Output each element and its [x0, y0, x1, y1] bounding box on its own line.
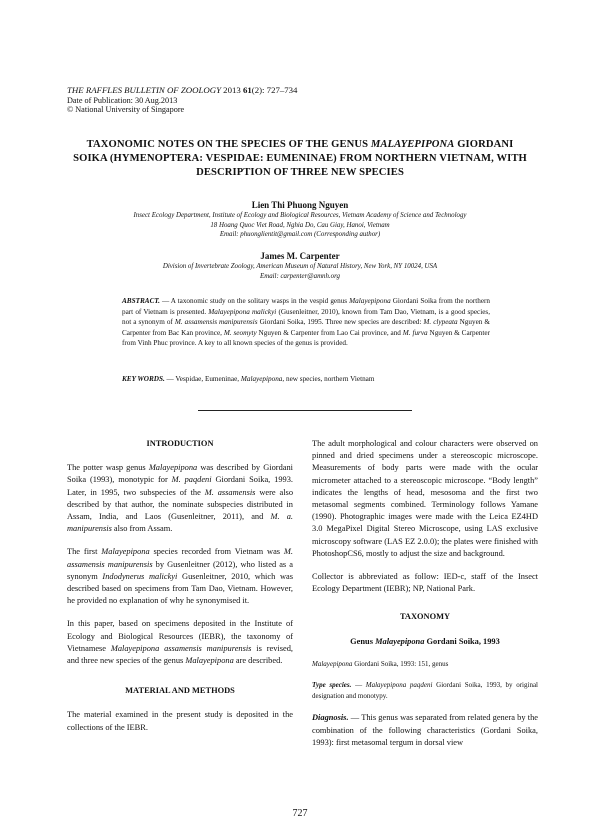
journal-year: 2013: [220, 85, 243, 95]
abstract-taxon: Malayepipona malickyi: [208, 307, 277, 316]
body-text: was described by Giordani Soika (1993), monotypic for: [67, 463, 293, 485]
article-title: [70, 138, 530, 180]
abstract-text: Giordani Soika, 1995. Three new species are described:: [257, 318, 424, 327]
body-text: were also described by that author, the nominate subspecies distributed in Assam, India, and Laos (Gusenleitner, 2011), and: [67, 487, 294, 522]
author-name: Lien Thi Phuong Nguyen: [251, 200, 349, 210]
right-column: [312, 438, 538, 760]
keywords-label: KEY WORDS.: [122, 375, 165, 383]
type-species-text: —: [351, 681, 366, 690]
abstract-taxon: M. furva: [402, 328, 428, 337]
left-column: [67, 438, 293, 745]
copyright-line: © National University of Singapore: [67, 105, 185, 115]
body-taxon: Indodynerus malickyi: [102, 571, 178, 581]
author-block-1: [70, 200, 530, 240]
intro-paragraph-1: [67, 462, 293, 535]
body-text: species recorded from Vietnam was: [149, 547, 284, 557]
type-species-text: Giordani Soika, 1993, by original designation and monotypy.: [312, 681, 538, 700]
keywords-taxon: Malayepipona: [240, 375, 283, 383]
body-taxon: Malayepipona: [101, 547, 150, 557]
abstract-text: — A taxonomic study on the solitary wasps in the vespid genus: [159, 297, 350, 305]
diagnosis: [312, 712, 538, 749]
methods-heading: MATERIAL AND METHODS: [125, 686, 235, 696]
abstract-text: Giordani Soika from the northern part of Vietnam is presented.: [122, 297, 491, 316]
body-taxon: Malayepipona: [185, 656, 234, 666]
genus-heading-text: Genus: [350, 636, 376, 646]
body-text: Giordani Soika, 1993. Later, in 1995, two subspecies of the: [67, 475, 293, 497]
abstract-taxon: Malayepipona: [349, 297, 391, 305]
journal-issue-pages: (2): 727–734: [251, 85, 298, 95]
genus-reference: [312, 659, 538, 670]
genus-heading-taxon: Malayepipona: [375, 636, 425, 646]
abstract-text: (Gusenleitner, 2010), known from Tam Dao, Vietnam, is a good species, not a synonym of: [122, 307, 490, 327]
body-text: by Gusenleitner (2012), who listed as a synonym: [67, 559, 293, 581]
journal-citation: [67, 86, 537, 96]
methods-paragraph-1: The material examined in the present study is deposited in the collections of the IEBR.: [67, 710, 293, 732]
abstract-text: Nguyen & Carpenter from Lao Cai province, and: [256, 328, 403, 337]
type-species-label: Type species.: [312, 681, 352, 690]
body-taxon: M. paqdeni: [171, 475, 212, 485]
diagnosis-label: Diagnosis.: [312, 713, 349, 723]
introduction-heading: INTRODUCTION: [146, 439, 214, 448]
page-number: 727: [292, 808, 308, 819]
type-species-taxon: Malayepipona paqdeni: [365, 681, 433, 690]
abstract-taxon: M. seomyty: [223, 328, 257, 337]
section-divider: [198, 410, 412, 411]
type-species: [312, 680, 538, 701]
body-text: In this paper, based on specimens deposited in the Institute of Ecology and Biological Resources (IEBR), the taxonomy of Vietnamese: [67, 619, 293, 653]
author-affiliation: Division of Invertebrate Zoology, American Museum of Natural History, New York, NY 10024, USA: [162, 263, 438, 270]
body-taxon: M. assamensis manipurensis: [67, 547, 293, 569]
body-text: The first: [67, 547, 102, 557]
keywords: [122, 374, 490, 384]
journal-name: THE RAFFLES BULLETIN OF ZOOLOGY: [67, 85, 221, 95]
abstract-text: Nguyen & Carpenter from Bac Kan province,: [122, 318, 490, 337]
author-email[interactable]: Email: phuonglientit@gmail.com (Corresponding author): [219, 231, 381, 239]
author-affiliation: Insect Ecology Department, Institute of Ecology and Biological Resources, Vietnam Academy of Science and Technology: [133, 212, 467, 219]
methods-paragraph-3: Collector is abbreviated as follow: IED-c, staff of the Insect Ecology Department (IEBR); NP, National Park.: [312, 572, 538, 594]
abstract-taxon: M. clypeata: [423, 318, 458, 327]
body-text: is revised, and three new species of the genus: [67, 643, 293, 666]
taxonomy-heading: TAXONOMY: [399, 612, 451, 622]
title-genus: MALAYEPIPONA: [370, 139, 455, 150]
publication-date: Date of Publication: 30 Aug.2013: [67, 95, 178, 105]
keywords-text: — Vespidae, Eumeninae,: [164, 375, 241, 383]
abstract-taxon: M. assamensis manipurensis: [174, 318, 258, 327]
body-taxon: Malayepipona: [148, 463, 198, 473]
author-name: James M. Carpenter: [260, 251, 340, 261]
author-address: 18 Hoang Quoc Viet Road, Nghia Do, Cau Giay, Hanoi, Vietnam: [210, 221, 390, 229]
genus-heading: [312, 636, 538, 648]
title-part: TAXONOMIC NOTES ON THE SPECIES OF THE GENUS: [86, 139, 371, 150]
body-taxon: Malayepipona assamensis manipurensis: [110, 643, 252, 653]
genus-reference-taxon: Malayepipona: [312, 659, 353, 668]
abstract-text: Nguyen & Carpenter from Vinh Phuc province. A key to all known species of the genus is provided.: [122, 328, 490, 348]
title-part: GIORDANI SOIKA (HYMENOPTERA: VESPIDAE: EUMENINAE) FROM NORTHERN VIETNAM, WITH DESCRIPTION OF THREE NEW SPECIES: [73, 139, 527, 178]
body-text: also from Assam.: [111, 524, 173, 534]
journal-volume: 61: [242, 85, 252, 95]
body-text: are described.: [233, 656, 283, 666]
author-block-2: [70, 251, 530, 281]
abstract: [122, 296, 490, 349]
keywords-text: , new species, northern Vietnam: [282, 375, 375, 383]
methods-paragraph-2: The adult morphological and colour characters were observed on pinned and dried specimens under a stereoscopic microscope. Measurements of body parts were made with the ocular micrometer attached to a stereoscopic microscope. “Body length” indicates the lengths of head, mesosoma and the first two metasomal segments combined. Terminology follows Yamane (1990). Photographic images were made with the Leica EZ4HD 3.0 MegaPixel Digital Stereo Microscope, using LAS exclusive microscopy software (LAS EZ 2.0.0); the plates were finished with PhotoshopCS6, mostly to adjust the size and background.: [312, 439, 538, 558]
genus-reference-text: Giordani Soika, 1993: 151, genus: [352, 659, 449, 668]
intro-paragraph-2: [67, 546, 293, 607]
genus-heading-text: Gordani Soika, 1993: [424, 636, 500, 646]
body-taxon: M. assamensis: [204, 487, 256, 497]
journal-header: [67, 86, 537, 115]
diagnosis-text: — This genus was separated from related genera by the combination of the following characteristics (Gordani Soika, 1993): first metasomal tergum in dorsal view: [312, 713, 538, 747]
abstract-label: ABSTRACT.: [122, 297, 160, 305]
intro-paragraph-3: [67, 618, 293, 667]
body-text: Gusenleitner, 2010, which was described based on specimens from Tam Dao, Vietnam. However, he provided no explanation of why he synonymised it.: [67, 571, 293, 606]
body-text: The potter wasp genus: [67, 463, 149, 473]
body-taxon: M. a. manipurensis: [67, 512, 293, 534]
author-email[interactable]: Email: carpenter@amnh.org: [260, 272, 340, 280]
